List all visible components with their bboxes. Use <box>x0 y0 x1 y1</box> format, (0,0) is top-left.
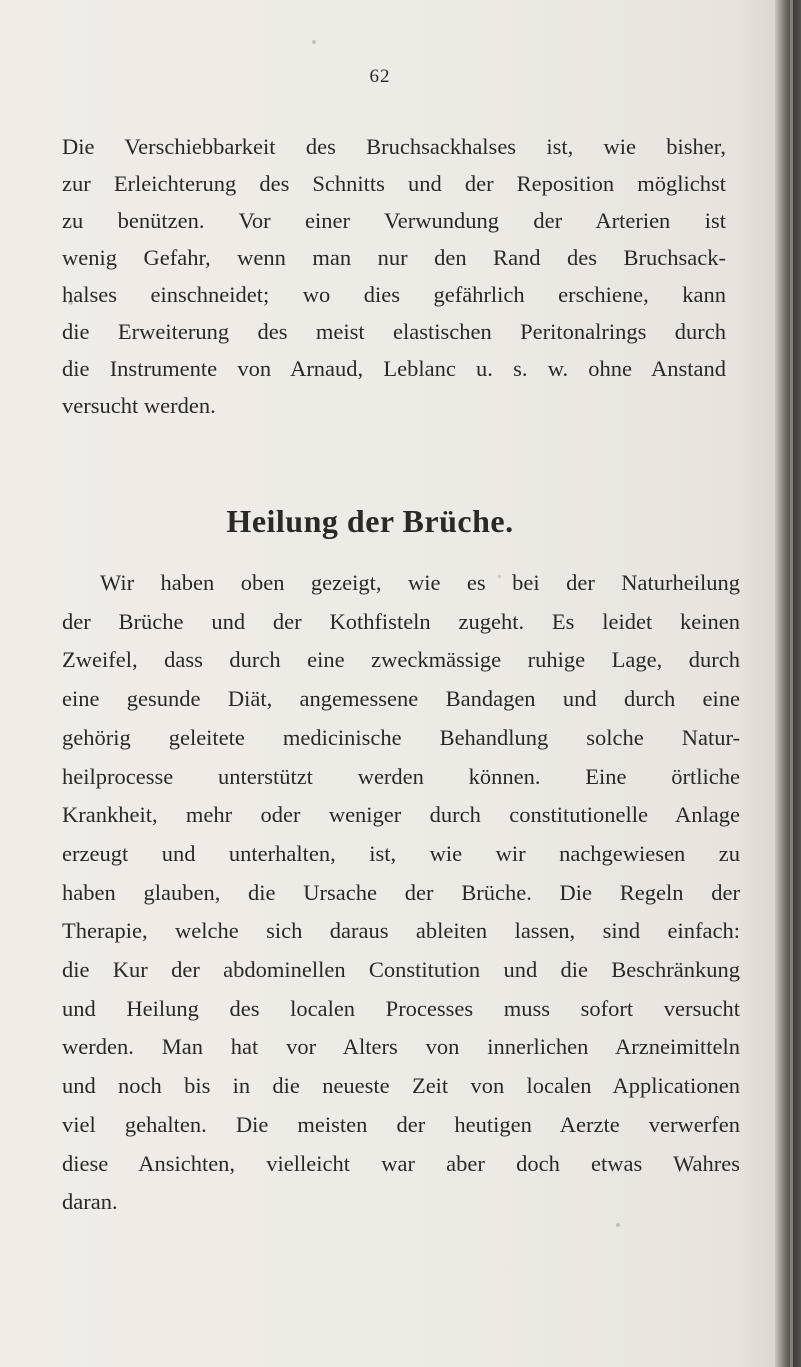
text-line: Therapie, welche sich daraus ableiten lassen, sind einfach: <box>62 918 740 944</box>
page-number: 62 <box>369 66 391 87</box>
paper-speck <box>312 40 316 44</box>
paragraph-2 <box>62 564 740 1222</box>
section-heading: Heilung der Brüche. <box>226 503 514 539</box>
text-line: und Heilung des localen Processes muss sofort versucht <box>62 995 740 1021</box>
text-line: werden. Man hat vor Alters von innerlichen Arzneimitteln <box>62 1034 740 1060</box>
text-line: Wir haben oben gezeigt, wie es bei der Naturheilung <box>100 570 740 595</box>
text-line: haben glauben, die Ursache der Brüche. Die Regeln der <box>62 879 740 905</box>
text-line: erzeugt und unterhalten, ist, wie wir nachgewiesen zu <box>62 840 740 866</box>
text-line: wenig Gefahr, wenn man nur den Rand des Bruchsack- <box>62 245 726 270</box>
text-line: diese Ansichten, vielleicht war aber doch etwas Wahres <box>62 1150 740 1176</box>
text-line: Zweifel, dass durch eine zweckmässige ruhige Lage, durch <box>62 647 740 673</box>
text-line: Krankheit, mehr oder weniger durch constitutionelle Anlage <box>62 802 740 828</box>
text-line: zur Erleichterung des Schnitts und der Reposition möglichst <box>62 171 726 196</box>
paragraph-1 <box>62 128 726 424</box>
text-line: viel gehalten. Die meisten der heutigen Aerzte verwerfen <box>62 1111 740 1137</box>
text-line: der Brüche und der Kothfisteln zugeht. Es leidet keinen <box>62 608 740 634</box>
text-line: daran. <box>62 1189 118 1215</box>
spine-highlight <box>790 0 793 1367</box>
text-line: heilprocesse unterstützt werden können. Eine örtliche <box>62 763 740 789</box>
text-line: die Instrumente von Arnaud, Leblanc u. s. w. ohne Anstand <box>62 356 726 381</box>
text-line: die Erweiterung des meist elastischen Peritonalrings durch <box>62 319 726 344</box>
text-line: und noch bis in die neueste Zeit von localen Applicationen <box>62 1073 740 1099</box>
text-line: die Kur der abdominellen Constitution und die Beschränkung <box>62 957 740 983</box>
text-line: halses einschneidet; wo dies gefährlich erschiene, kann <box>62 282 726 307</box>
text-line: gehörig geleitete medicinische Behandlung solche Natur- <box>62 724 740 750</box>
text-line: Die Verschiebbarkeit des Bruchsackhalses ist, wie bisher, <box>62 134 726 159</box>
text-line: versucht werden. <box>62 393 216 418</box>
book-spine-shadow <box>775 0 801 1367</box>
text-line: zu benützen. Vor einer Verwundung der Arterien ist <box>62 208 726 233</box>
paper-speck <box>616 1223 620 1227</box>
text-line: eine gesunde Diät, angemessene Bandagen und durch eine <box>62 686 740 712</box>
